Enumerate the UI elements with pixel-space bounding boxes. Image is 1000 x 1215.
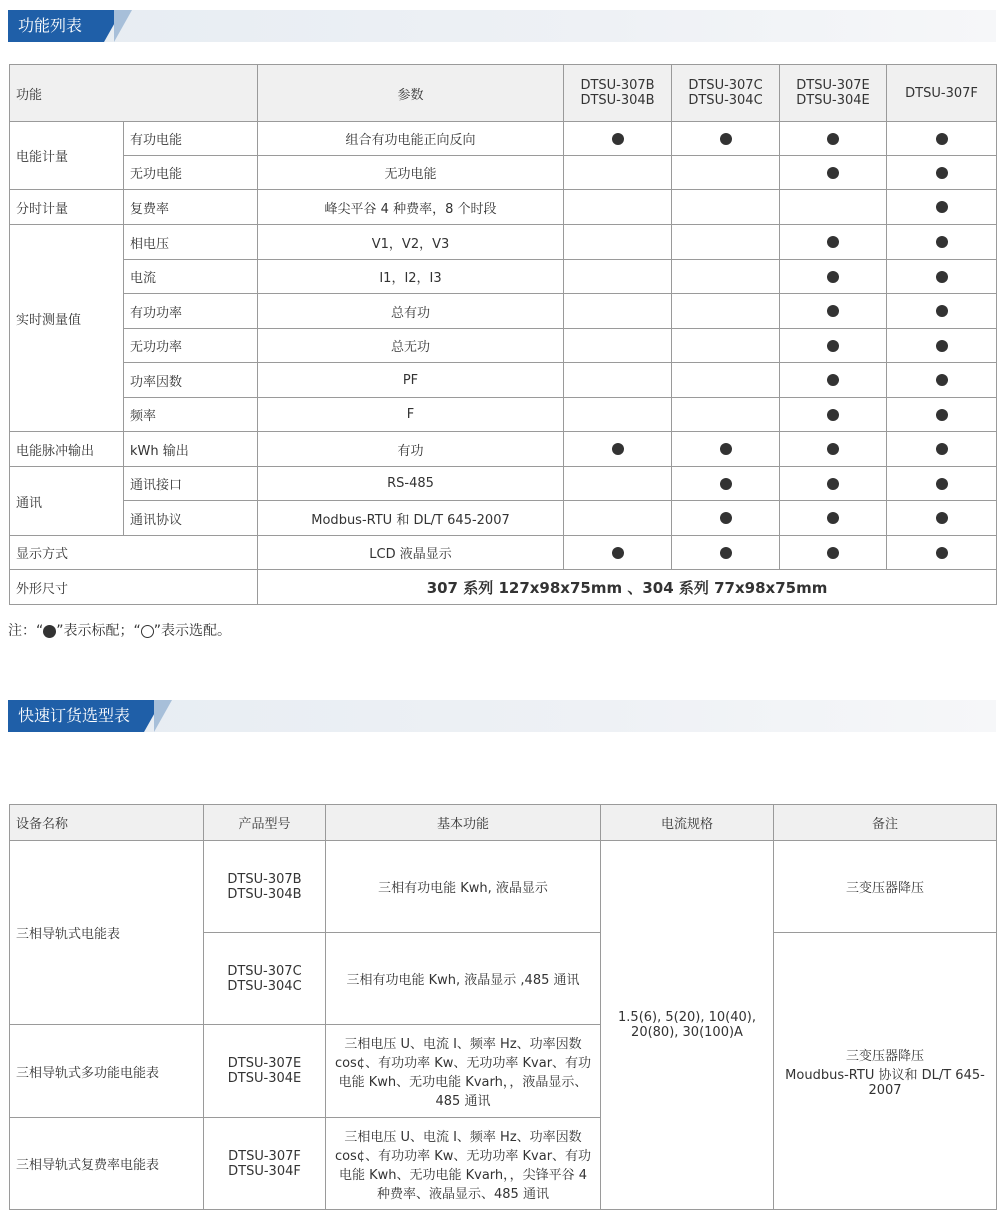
standard-dot-icon <box>612 547 624 559</box>
function-cell: 三相有功电能 Kwh, 液晶显示 ,485 通讯 <box>326 933 601 1025</box>
sub-function-label: 功率因数 <box>124 363 258 398</box>
model-support-cell <box>887 536 997 570</box>
parameter-cell: I1，I2，I3 <box>258 260 564 294</box>
model-support-cell <box>780 363 887 398</box>
device-name: 三相导轨式电能表 <box>10 841 204 1025</box>
group-realtime: 实时测量值 <box>10 225 124 432</box>
sub-function-label: 频率 <box>124 398 258 432</box>
model-support-cell <box>672 329 780 363</box>
header-device-name: 设备名称 <box>10 805 204 841</box>
model-support-cell <box>887 432 997 467</box>
standard-dot-icon <box>827 340 839 352</box>
function-table <box>9 64 997 605</box>
legend-note <box>8 620 231 640</box>
standard-dot-icon <box>612 443 624 455</box>
size-value: 307 系列 127x98x75mm 、304 系列 77x98x75mm <box>258 570 997 605</box>
model-support-cell <box>780 467 887 501</box>
parameter-cell: Modbus-RTU 和 DL/T 645-2007 <box>258 501 564 536</box>
parameter-cell: 总有功 <box>258 294 564 329</box>
standard-dot-icon <box>936 512 948 524</box>
section-title: 快速订货选型表 <box>8 700 144 732</box>
model-support-cell <box>564 501 672 536</box>
model-support-cell <box>887 329 997 363</box>
model-support-cell <box>887 122 997 156</box>
function-cell: 三相有功电能 Kwh, 液晶显示 <box>326 841 601 933</box>
group-tou: 分时计量 <box>10 190 124 225</box>
model-support-cell <box>887 294 997 329</box>
table-row <box>10 536 997 570</box>
current-spec: 1.5(6), 5(20), 10(40), 20(80), 30(100)A <box>601 841 774 1210</box>
standard-dot-icon <box>936 340 948 352</box>
standard-dot-icon <box>936 133 948 145</box>
model-support-cell <box>780 294 887 329</box>
model-support-cell <box>780 501 887 536</box>
model-support-cell <box>672 363 780 398</box>
model-support-cell <box>887 260 997 294</box>
model-support-cell <box>780 398 887 432</box>
sub-function-label: 通讯协议 <box>124 501 258 536</box>
header-parameter: 参数 <box>258 65 564 122</box>
model-support-cell <box>780 190 887 225</box>
model-support-cell <box>564 122 672 156</box>
sub-function-label: 有功功率 <box>124 294 258 329</box>
model-support-cell <box>672 294 780 329</box>
model-support-cell <box>780 536 887 570</box>
parameter-cell: PF <box>258 363 564 398</box>
section-header-functions <box>8 10 996 42</box>
model-support-cell <box>780 225 887 260</box>
ordering-table <box>9 804 997 1210</box>
standard-dot-icon <box>827 271 839 283</box>
standard-dot-icon <box>720 547 732 559</box>
parameter-cell: 无功电能 <box>258 156 564 190</box>
model-support-cell <box>564 260 672 294</box>
standard-dot-icon <box>827 133 839 145</box>
model-support-cell <box>672 501 780 536</box>
model-support-cell <box>564 329 672 363</box>
model-support-cell <box>672 122 780 156</box>
group-display: 显示方式 <box>10 536 258 570</box>
standard-dot-icon <box>936 305 948 317</box>
model-support-cell <box>887 190 997 225</box>
note-text: ”表示选配。 <box>153 623 232 639</box>
model-support-cell <box>887 156 997 190</box>
model-support-cell <box>887 467 997 501</box>
standard-dot-icon <box>936 201 948 213</box>
standard-dot-icon <box>827 236 839 248</box>
sub-function-label: 无功功率 <box>124 329 258 363</box>
note-text: 注：“ <box>8 623 44 639</box>
parameter-cell: F <box>258 398 564 432</box>
sub-function-label: 电流 <box>124 260 258 294</box>
sub-function-label: 通讯接口 <box>124 467 258 501</box>
section-title: 功能列表 <box>8 10 104 42</box>
header-model-b: DTSU-307B DTSU-304B <box>564 65 672 122</box>
header-function: 功能 <box>10 65 258 122</box>
table-row <box>10 363 997 398</box>
model-support-cell <box>564 294 672 329</box>
header-basic-function: 基本功能 <box>326 805 601 841</box>
standard-dot-icon <box>936 236 948 248</box>
sub-function-label: 有功电能 <box>124 122 258 156</box>
standard-dot-icon <box>720 512 732 524</box>
standard-dot-icon <box>936 547 948 559</box>
model-support-cell <box>564 156 672 190</box>
standard-dot-icon <box>827 305 839 317</box>
group-pulse: 电能脉冲输出 <box>10 432 124 467</box>
model-support-cell <box>780 260 887 294</box>
section-header-ordering <box>8 700 996 732</box>
table-row <box>10 122 997 156</box>
device-name: 三相导轨式复费率电能表 <box>10 1118 204 1210</box>
sub-function-label: 无功电能 <box>124 156 258 190</box>
model-cell: DTSU-307F DTSU-304F <box>204 1118 326 1210</box>
model-support-cell <box>564 398 672 432</box>
model-support-cell <box>672 467 780 501</box>
note-text: ”表示标配；“ <box>56 623 141 639</box>
model-support-cell <box>672 156 780 190</box>
model-cell: DTSU-307B DTSU-304B <box>204 841 326 933</box>
sub-function-label: kWh 输出 <box>124 432 258 467</box>
table-row <box>10 841 997 933</box>
model-support-cell <box>564 190 672 225</box>
parameter-cell: 有功 <box>258 432 564 467</box>
standard-dot-icon <box>936 374 948 386</box>
table-row <box>10 501 997 536</box>
standard-dot-icon <box>936 271 948 283</box>
model-support-cell <box>887 225 997 260</box>
table-row <box>10 432 997 467</box>
function-cell: 三相电压 U、电流 I、频率 Hz、功率因数 cos¢、有功功率 Kw、无功功率 Kvar、有功电能 Kwh、无功电能 Kvarh，，尖锋平谷 4 种费率、液晶显示、485 通讯 <box>326 1118 601 1210</box>
model-support-cell <box>780 432 887 467</box>
model-support-cell <box>672 260 780 294</box>
header-current-spec: 电流规格 <box>601 805 774 841</box>
standard-dot-icon <box>827 478 839 490</box>
remark-cell: 三变压器降压 Moudbus-RTU 协议和 DL/T 645-2007 <box>774 933 997 1210</box>
group-size: 外形尺寸 <box>10 570 258 605</box>
header-model: 产品型号 <box>204 805 326 841</box>
group-comm: 通讯 <box>10 467 124 536</box>
standard-dot-icon <box>43 625 56 638</box>
group-energy: 电能计量 <box>10 122 124 190</box>
model-support-cell <box>780 122 887 156</box>
standard-dot-icon <box>720 478 732 490</box>
model-support-cell <box>564 467 672 501</box>
table-row <box>10 398 997 432</box>
standard-dot-icon <box>936 409 948 421</box>
model-support-cell <box>564 363 672 398</box>
table-row <box>10 294 997 329</box>
standard-dot-icon <box>612 133 624 145</box>
table-row <box>10 467 997 501</box>
model-support-cell <box>672 190 780 225</box>
standard-dot-icon <box>827 374 839 386</box>
model-support-cell <box>672 398 780 432</box>
function-cell: 三相电压 U、电流 I、频率 Hz、功率因数 cos¢、有功功率 Kw、无功功率 Kvar、有功电能 Kwh、无功电能 Kvarh，，液晶显示、485 通讯 <box>326 1025 601 1118</box>
model-support-cell <box>672 536 780 570</box>
table-row <box>10 156 997 190</box>
device-name: 三相导轨式多功能电能表 <box>10 1025 204 1118</box>
model-support-cell <box>564 432 672 467</box>
standard-dot-icon <box>827 409 839 421</box>
table-row <box>10 225 997 260</box>
parameter-cell: 峰尖平谷 4 种费率，8 个时段 <box>258 190 564 225</box>
model-support-cell <box>672 432 780 467</box>
standard-dot-icon <box>936 167 948 179</box>
model-support-cell <box>564 225 672 260</box>
table-row <box>10 190 997 225</box>
sub-function-label: 复费率 <box>124 190 258 225</box>
remark-cell: 三变压器降压 <box>774 841 997 933</box>
standard-dot-icon <box>827 443 839 455</box>
standard-dot-icon <box>827 512 839 524</box>
header-model-c: DTSU-307C DTSU-304C <box>672 65 780 122</box>
table-row <box>10 260 997 294</box>
standard-dot-icon <box>936 478 948 490</box>
model-cell: DTSU-307E DTSU-304E <box>204 1025 326 1118</box>
optional-circle-icon <box>141 625 154 638</box>
standard-dot-icon <box>827 167 839 179</box>
model-support-cell <box>887 363 997 398</box>
header-remark: 备注 <box>774 805 997 841</box>
table-row <box>10 329 997 363</box>
standard-dot-icon <box>936 443 948 455</box>
standard-dot-icon <box>827 547 839 559</box>
parameter-cell: V1，V2，V3 <box>258 225 564 260</box>
model-support-cell <box>887 398 997 432</box>
parameter-cell: LCD 液晶显示 <box>258 536 564 570</box>
model-support-cell <box>780 329 887 363</box>
parameter-cell: 组合有功电能正向反向 <box>258 122 564 156</box>
model-support-cell <box>780 156 887 190</box>
model-support-cell <box>672 225 780 260</box>
model-support-cell <box>564 536 672 570</box>
header-model-f: DTSU-307F <box>887 65 997 122</box>
parameter-cell: 总无功 <box>258 329 564 363</box>
header-model-e: DTSU-307E DTSU-304E <box>780 65 887 122</box>
model-cell: DTSU-307C DTSU-304C <box>204 933 326 1025</box>
standard-dot-icon <box>720 133 732 145</box>
standard-dot-icon <box>720 443 732 455</box>
parameter-cell: RS-485 <box>258 467 564 501</box>
sub-function-label: 相电压 <box>124 225 258 260</box>
model-support-cell <box>887 501 997 536</box>
